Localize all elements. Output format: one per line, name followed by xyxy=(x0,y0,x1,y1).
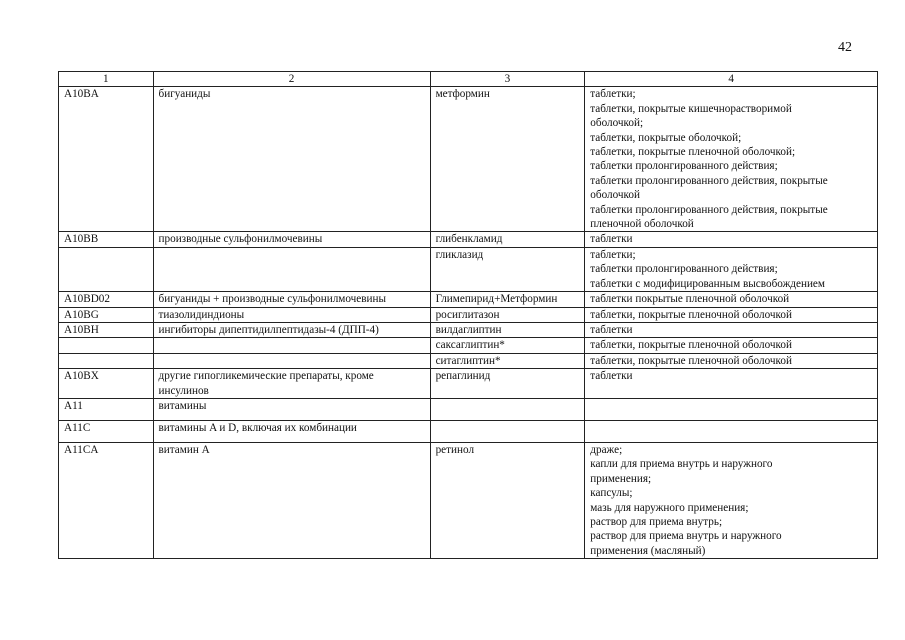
group-cell xyxy=(153,247,430,291)
group-line: другие гипогликемические препараты, кроме xyxy=(158,370,374,383)
group-line: тиазолидиндионы xyxy=(158,308,245,321)
group-cell xyxy=(153,442,430,558)
dosage-forms-cell xyxy=(585,442,878,558)
dosage-form-line: пленочной оболочкой xyxy=(590,218,694,231)
group-cell xyxy=(153,292,430,307)
group-line: витамины A и D, включая их комбинации xyxy=(158,421,357,434)
dosage-forms-cell xyxy=(585,338,878,353)
dosage-form-line: таблетки; xyxy=(590,88,636,101)
atc-code-cell: A10BD02 xyxy=(59,292,154,307)
dosage-form-line: оболочкой xyxy=(590,189,640,202)
column-header: 3 xyxy=(430,72,585,87)
dosage-form-line: капли для приема внутрь и наружного xyxy=(590,458,773,471)
dosage-forms-cell xyxy=(585,232,878,247)
dosage-forms-cell xyxy=(585,369,878,399)
table-row xyxy=(59,442,878,558)
dosage-form-line: таблетки пролонгированного действия, покрытые xyxy=(590,203,828,216)
group-cell xyxy=(153,87,430,232)
atc-code-cell: A10BB xyxy=(59,232,154,247)
atc-code-cell: A10BA xyxy=(59,87,154,232)
dosage-form-line: драже; xyxy=(590,443,623,456)
table-row xyxy=(59,247,878,291)
group-cell xyxy=(153,398,430,420)
group-cell xyxy=(153,353,430,368)
atc-code-cell xyxy=(59,338,154,353)
table-row xyxy=(59,232,878,247)
dosage-form-line: оболочкой; xyxy=(590,117,644,130)
drug-table xyxy=(58,71,878,559)
table-row xyxy=(59,307,878,322)
table-row xyxy=(59,322,878,337)
table-header-row xyxy=(59,72,878,87)
drug-name-cell: ситаглиптин* xyxy=(430,353,585,368)
dosage-form-line: таблетки xyxy=(590,323,633,336)
table-row xyxy=(59,369,878,399)
dosage-form-line: мазь для наружного применения; xyxy=(590,501,749,514)
atc-code-cell: A11 xyxy=(59,398,154,420)
column-header: 1 xyxy=(59,72,154,87)
dosage-forms-cell xyxy=(585,420,878,442)
drug-name-cell: саксаглиптин* xyxy=(430,338,585,353)
table-row xyxy=(59,353,878,368)
dosage-form-line: таблетки; xyxy=(590,248,636,261)
group-line: витамин A xyxy=(158,443,210,456)
drug-name-cell: ретинол xyxy=(430,442,585,558)
dosage-forms-cell xyxy=(585,87,878,232)
atc-code-cell: A11CA xyxy=(59,442,154,558)
dosage-form-line: применения; xyxy=(590,472,652,485)
drug-name-cell: вилдаглиптин xyxy=(430,322,585,337)
drug-name-cell: Глимепирид+Метформин xyxy=(430,292,585,307)
dosage-form-line: капсулы; xyxy=(590,487,633,500)
page-number: 42 xyxy=(838,40,852,55)
dosage-forms-cell xyxy=(585,307,878,322)
dosage-form-line: таблетки, покрытые оболочкой; xyxy=(590,131,742,144)
atc-code-cell: A11C xyxy=(59,420,154,442)
group-line: ингибиторы дипептидилпептидазы-4 (ДПП-4) xyxy=(158,323,379,336)
group-cell xyxy=(153,338,430,353)
atc-code-cell xyxy=(59,353,154,368)
table-row xyxy=(59,87,878,232)
dosage-form-line: таблетки покрытые пленочной оболочкой xyxy=(590,293,790,306)
column-header: 4 xyxy=(585,72,878,87)
dosage-form-line: таблетки пролонгированного действия; xyxy=(590,160,778,173)
drug-name-cell: глибенкламид xyxy=(430,232,585,247)
table-row xyxy=(59,292,878,307)
dosage-forms-cell xyxy=(585,398,878,420)
table-row xyxy=(59,398,878,420)
atc-code-cell: A10BH xyxy=(59,322,154,337)
dosage-form-line: раствор для приема внутрь и наружного xyxy=(590,530,782,543)
drug-name-cell: гликлазид xyxy=(430,247,585,291)
dosage-form-line: таблетки xyxy=(590,370,633,383)
table-row xyxy=(59,420,878,442)
group-line: бигуаниды xyxy=(158,88,211,101)
dosage-form-line: таблетки, покрытые пленочной оболочкой xyxy=(590,354,792,367)
dosage-form-line: таблетки, покрытые пленочной оболочкой xyxy=(590,308,792,321)
dosage-form-line: раствор для приема внутрь; xyxy=(590,515,723,528)
dosage-form-line: применения (масляный) xyxy=(590,544,706,557)
dosage-form-line: таблетки, покрытые кишечнорастворимой xyxy=(590,102,792,115)
group-cell xyxy=(153,307,430,322)
group-line: инсулинов xyxy=(158,384,209,397)
group-cell xyxy=(153,369,430,399)
group-line: витамины xyxy=(158,399,207,412)
group-cell xyxy=(153,420,430,442)
dosage-forms-cell xyxy=(585,353,878,368)
dosage-form-line: таблетки, покрытые пленочной оболочкой; xyxy=(590,146,796,159)
atc-code-cell: A10BX xyxy=(59,369,154,399)
dosage-form-line: таблетки, покрытые пленочной оболочкой xyxy=(590,339,792,352)
group-cell xyxy=(153,322,430,337)
dosage-form-line: таблетки с модифицированным высвобождением xyxy=(590,277,825,290)
table-row xyxy=(59,338,878,353)
dosage-form-line: таблетки xyxy=(590,233,633,246)
atc-code-cell xyxy=(59,247,154,291)
group-line: производные сульфонилмочевины xyxy=(158,233,323,246)
drug-name-cell xyxy=(430,420,585,442)
drug-name-cell: метформин xyxy=(430,87,585,232)
dosage-form-line: таблетки пролонгированного действия; xyxy=(590,263,778,276)
column-header: 2 xyxy=(153,72,430,87)
dosage-forms-cell xyxy=(585,322,878,337)
dosage-form-line: таблетки пролонгированного действия, покрытые xyxy=(590,174,828,187)
drug-name-cell: росиглитазон xyxy=(430,307,585,322)
dosage-forms-cell xyxy=(585,247,878,291)
drug-name-cell: репаглинид xyxy=(430,369,585,399)
atc-code-cell: A10BG xyxy=(59,307,154,322)
group-cell xyxy=(153,232,430,247)
dosage-forms-cell xyxy=(585,292,878,307)
drug-name-cell xyxy=(430,398,585,420)
group-line: бигуаниды + производные сульфонилмочевины xyxy=(158,293,387,306)
